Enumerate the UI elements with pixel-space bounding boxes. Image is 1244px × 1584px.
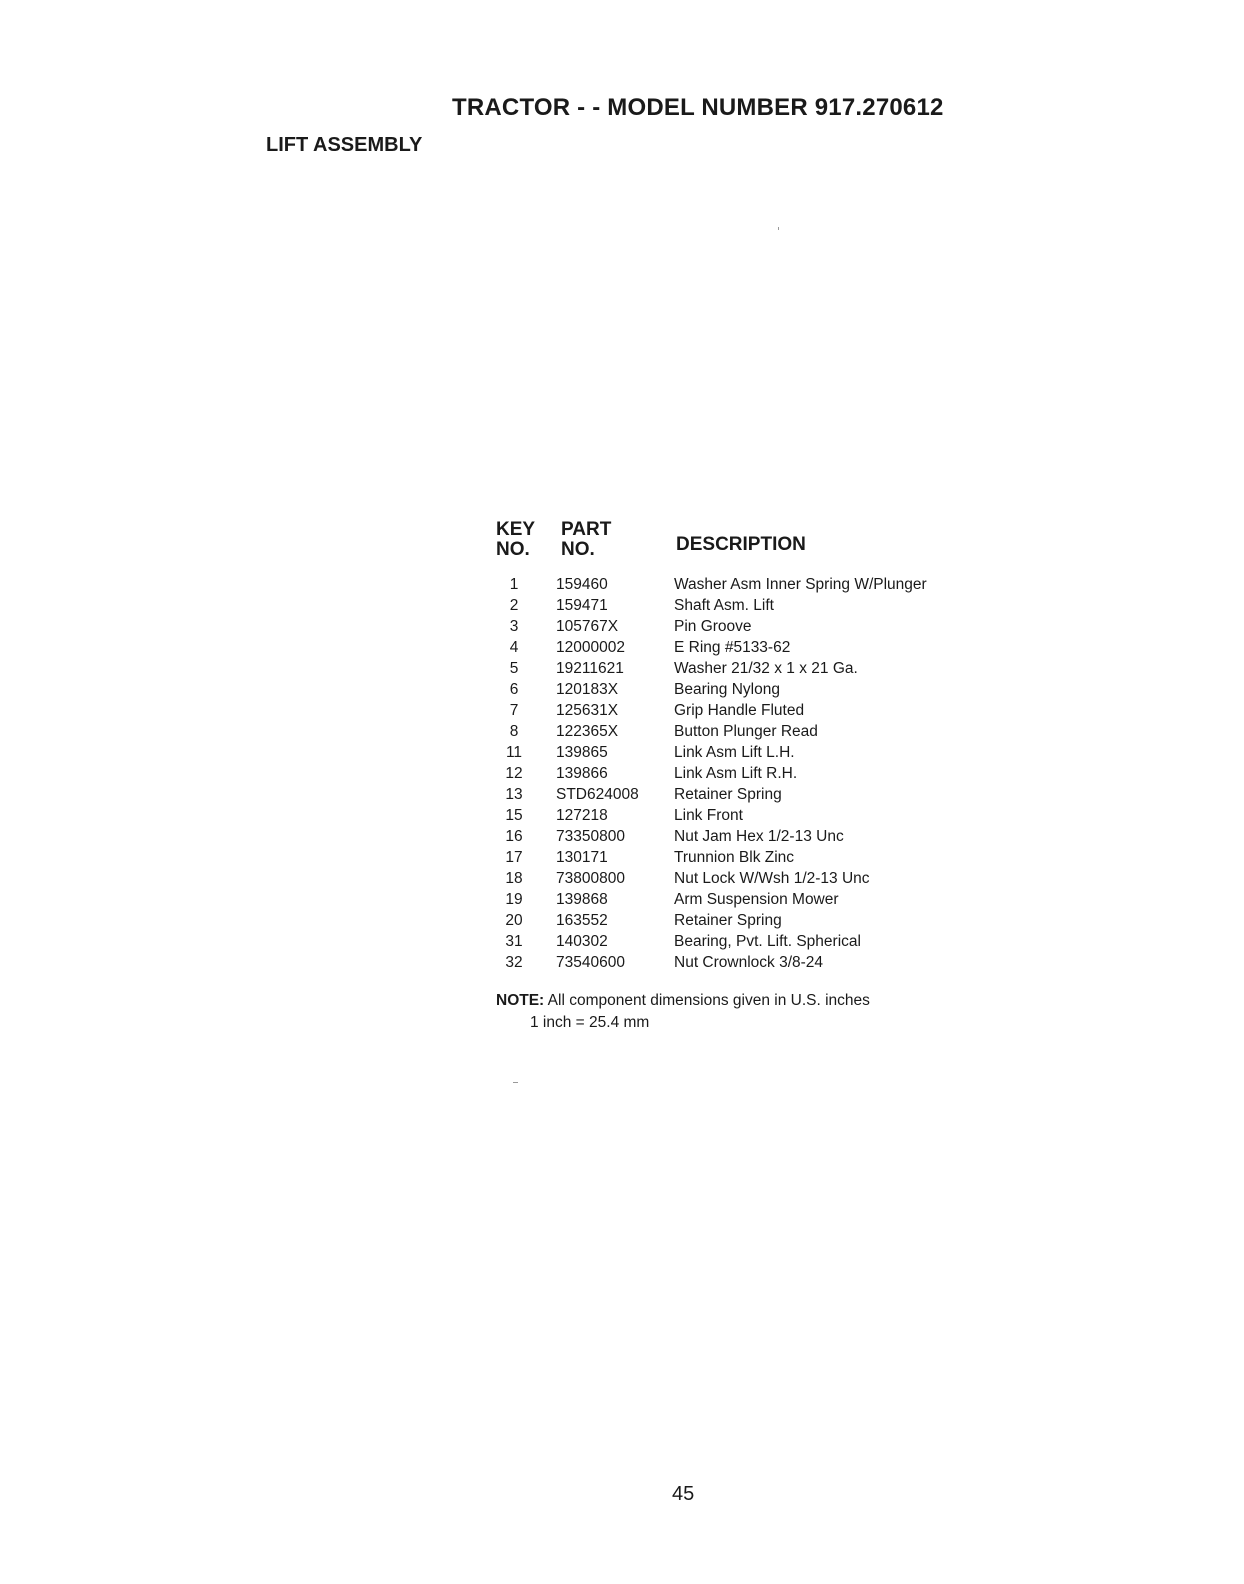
description-cell: Nut Lock W/Wsh 1/2-13 Unc [674,870,870,887]
table-row [496,721,1016,742]
description-cell: Bearing Nylong [674,681,780,698]
description-cell: Pin Groove [674,618,752,635]
section-title: LIFT ASSEMBLY [266,134,423,156]
part-header-line2: NO. [561,539,595,560]
key-no-cell: 2 [509,597,519,614]
key-no-cell: 13 [505,786,523,803]
key-no-cell: 32 [505,954,523,971]
table-row [496,847,1016,868]
table-row [496,700,1016,721]
part-no-cell: 19211621 [556,660,624,677]
table-row [496,784,1016,805]
part-no-cell: STD624008 [556,786,639,803]
key-no-cell: 16 [505,828,523,845]
part-no-cell: 125631X [556,702,619,719]
key-no-cell: 18 [505,870,523,887]
table-row [496,616,1016,637]
key-no-cell: 31 [505,933,523,950]
table-header [496,520,996,570]
part-no-cell: 130171 [556,849,608,866]
note-label: NOTE: [496,992,545,1009]
key-header-line2: NO. [496,539,530,560]
table-row [496,910,1016,931]
table-row [496,679,1016,700]
part-no-cell: 140302 [556,933,608,950]
description-cell: Washer 21/32 x 1 x 21 Ga. [674,660,858,677]
part-header-line1: PART [561,519,612,540]
key-no-cell: 6 [509,681,519,698]
description-cell: E Ring #5133-62 [674,639,791,656]
part-no-cell: 163552 [556,912,608,929]
part-no-cell: 139866 [556,765,608,782]
key-no-cell: 4 [509,639,519,656]
key-no-cell: 12 [505,765,523,782]
table-row [496,742,1016,763]
table-row [496,595,1016,616]
key-header-line1: KEY [496,519,536,540]
key-no-cell: 1 [509,576,519,593]
key-no-cell: 5 [509,660,519,677]
description-cell: Nut Crownlock 3/8-24 [674,954,824,971]
table-row [496,637,1016,658]
description-cell: Link Asm Lift R.H. [674,765,798,782]
part-no-cell: 139865 [556,744,608,761]
part-no-cell: 122365X [556,723,619,740]
part-no-cell: 73350800 [556,828,625,845]
parts-list [496,574,1016,973]
part-no-cell: 73540600 [556,954,625,971]
table-row [496,763,1016,784]
description-cell: Arm Suspension Mower [674,891,839,908]
page-number: 45 [672,1483,695,1505]
part-no-cell: 73800800 [556,870,625,887]
part-no-cell: 159460 [556,576,608,593]
description-header: DESCRIPTION [676,534,806,555]
note-conversion: 1 inch = 25.4 mm [530,1014,650,1031]
table-row [496,826,1016,847]
part-no-cell: 127218 [556,807,608,824]
description-cell: Grip Handle Fluted [674,702,805,719]
key-no-cell: 3 [509,618,519,635]
description-cell: Link Front [674,807,743,824]
key-no-cell: 7 [509,702,519,719]
key-no-cell: 8 [509,723,519,740]
part-no-cell: 120183X [556,681,619,698]
description-cell: Washer Asm Inner Spring W/Plunger [674,576,927,593]
table-row [496,952,1016,973]
note [496,990,870,1034]
table-row [496,658,1016,679]
note-line [496,990,870,1012]
description-cell: Retainer Spring [674,912,782,929]
description-cell: Nut Jam Hex 1/2-13 Unc [674,828,844,845]
description-cell: Bearing, Pvt. Lift. Spherical [674,933,861,950]
key-no-cell: 19 [505,891,523,908]
part-no-cell: 105767X [556,618,619,635]
description-cell: Shaft Asm. Lift [674,597,774,614]
table-row [496,931,1016,952]
part-no-cell: 139868 [556,891,608,908]
table-row [496,805,1016,826]
table-row [496,574,1016,595]
key-no-cell: 17 [505,849,523,866]
description-cell: Link Asm Lift L.H. [674,744,795,761]
note-text: All component dimensions given in U.S. inches [547,992,870,1009]
scan-speck [513,1082,518,1083]
table-row [496,868,1016,889]
key-no-header [496,520,535,560]
description-cell: Button Plunger Read [674,723,818,740]
key-no-cell: 15 [505,807,523,824]
description-cell: Retainer Spring [674,786,782,803]
page-title: TRACTOR - - MODEL NUMBER 917.270612 [452,94,944,121]
key-no-cell: 11 [505,744,523,761]
part-no-header [561,520,611,560]
description-cell: Trunnion Blk Zinc [674,849,795,866]
table-row [496,889,1016,910]
part-no-cell: 159471 [556,597,608,614]
part-no-cell: 12000002 [556,639,625,656]
scan-speck [778,227,779,230]
key-no-cell: 20 [505,912,523,929]
